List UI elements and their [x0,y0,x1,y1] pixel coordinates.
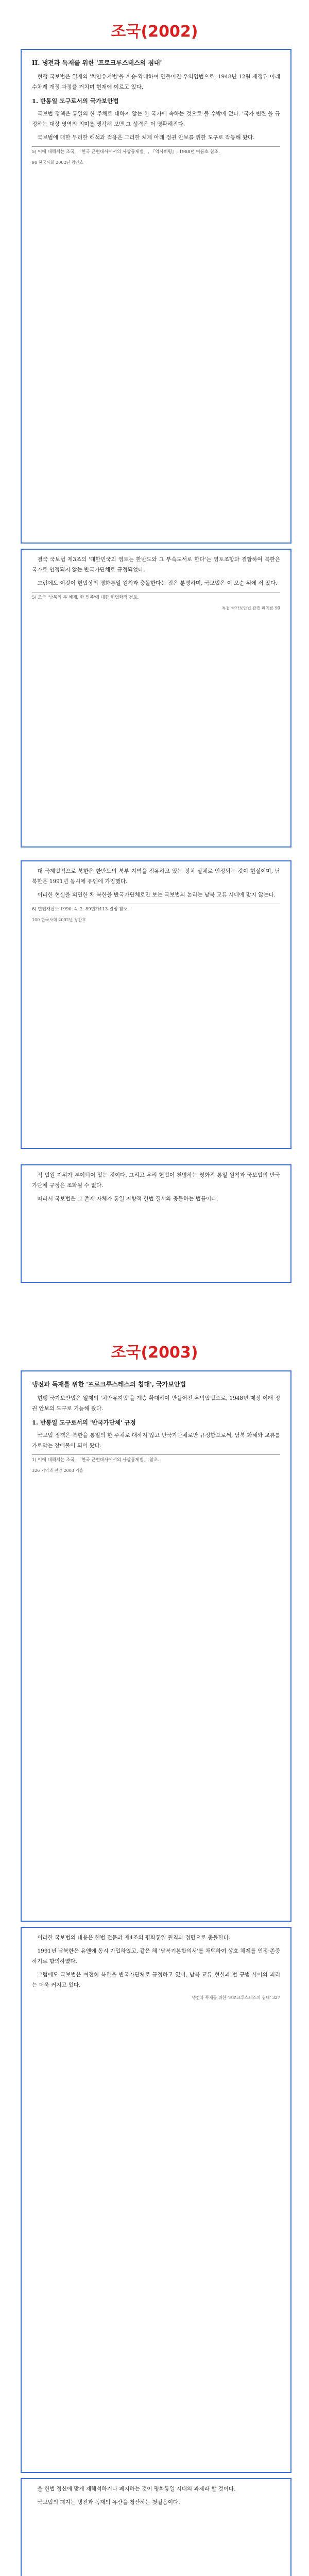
paragraph: 이러한 국보법의 내용은 헌법 전문과 제4조의 평화통일 원칙과 정면으로 충돌한다. [37,1935,231,1941]
page-footer: 98 한국사회 2002년 창간호 [32,160,83,165]
paragraph: 그럼에도 국보법은 여전히 북한을 반국가단체로 규정하고 있어, 남북 교류 현실과 법 규범 사이의 괴리는 더욱 커지고 있다. [32,1971,280,1988]
subsection-title: 1. 반통일 도구로서의 '반국가단체' 규정 [32,1418,136,1426]
footnote: 6) 헌법재판소 1990. 4. 2. 89헌가113 결정 참조. [32,904,280,913]
excerpt-box-5 [21,1370,291,1922]
paragraph: 현행 국보법은 일제의 '치안유지법'을 계승·확대하여 만들어진 우익입법으로, 1948년 12월 제정된 이래 수차례 개정 과정을 거치며 현재에 이르고 있다. [32,74,280,90]
excerpt-box-4 [21,1164,291,1283]
footnote: 1) 이에 대해서는 조국, 「한국 근현대사에서의 사상통제법」 참조. [32,1454,280,1464]
paragraph: 국보법 정책은 통일의 한 주체로 대하지 않는 한 국가에 속하는 것으로 볼 수밖에 없다. '국가 변란'을 규정하는 대상 영역의 의미를 생각해 보면 그 성격은 더 명확해진다. [32,110,280,127]
heading-2002: 조국(2002) [111,23,198,41]
paragraph: 적 법원 지위가 부여되어 있는 것이다. 그리고 우리 헌법이 천명하는 평화적 통일 원칙과 국보법의 반국가단체 규정은 조화될 수 없다. [32,1172,280,1189]
section-title: II. 냉전과 독재를 위한 '프로크루스테스의 침대' [32,59,162,66]
subsection-title: 1. 반통일 도구로서의 국가보안법 [32,97,119,105]
paragraph: 국보법에 대한 무리한 해석과 적용은 그러한 체제 아래 정권 안보를 위한 도구로 작동해 왔다. [37,134,255,141]
page-footer: 냉전과 독재를 위한 '프로크루스테스의 침대' 327 [192,1995,280,2000]
section-title: 냉전과 독재를 위한 '프로크루스테스의 침대', 국가보안법 [32,1381,186,1388]
excerpt-box-2 [21,549,291,848]
paragraph: 1991년 남북한은 유엔에 동시 가입하였고, 같은 해 '남북기본합의서'를 채택하여 상호 체제를 인정·존중하기로 합의하였다. [32,1947,280,1964]
heading-2003: 조국(2003) [111,1344,198,1362]
paragraph: 을 헌법 정신에 맞게 재해석하거나 폐지하는 것이 평화통일 시대의 과제라 할 것이다. [37,2486,236,2492]
paragraph: 이러한 현실을 외면한 채 북한을 반국가단체로만 보는 국보법의 논리는 남북 교류 시대에 맞지 않는다. [37,891,276,898]
excerpt-box-7 [21,2478,291,2576]
excerpt-box-6 [21,1927,291,2473]
paragraph: 국보법의 폐지는 냉전과 독재의 유산을 청산하는 첫걸음이다. [37,2499,180,2505]
paragraph: 대 국제법적으로 북한은 한반도의 북부 지역을 점유하고 있는 정치 실체로 인정되는 것이 현실이며, 남북한은 1991년 동시에 유엔에 가입했다. [32,868,280,885]
paragraph: 국보법 정책은 북한을 통일의 한 주체로 대하지 않고 반국가단체로만 규정함으로써, 남북 화해와 교류를 가로막는 장애물이 되어 왔다. [32,1432,280,1449]
excerpt-box-1 [21,49,291,544]
footnote: 5) 조국 '남북의 두 체제, 한 민족'에 대한 헌법학적 검토. [32,592,280,602]
paragraph: 결국 국보법 제3조의 '대한민국의 영토는 한반도와 그 부속도서로 한다'는 영토조항과 결합하여 북한은 국가로 인정되지 않는 반국가단체로 규정되었다. [32,556,280,573]
paragraph: 그럼에도 이것이 헌법상의 평화통일 원칙과 충돌한다는 점은 분명하며, 국보법은 이 모순 위에 서 있다. [37,580,278,586]
page-footer: 100 한국사회 2002년 창간호 [32,918,87,923]
footnote: 5) 이에 대해서는 조국, 「한국 근현대사에서의 사상통제법」, 『역사비평』, 1988년 여름호 참조. [32,146,280,156]
page-footer: 326 기억과 전망 2003 가을 [32,1468,83,1473]
excerpt-box-3 [21,860,291,1149]
page-footer: 특집 국가보안법 완전 폐지론 99 [221,606,280,611]
paragraph: 따라서 국보법은 그 존재 자체가 통일 지향적 헌법 질서와 충돌하는 법률이다. [37,1195,218,1202]
paragraph: 현행 국가보안법은 일제의 '치안유지법'을 계승·확대하여 만들어진 우익입법으로, 1948년 제정 이래 정권 안보의 도구로 기능해 왔다. [32,1395,280,1412]
